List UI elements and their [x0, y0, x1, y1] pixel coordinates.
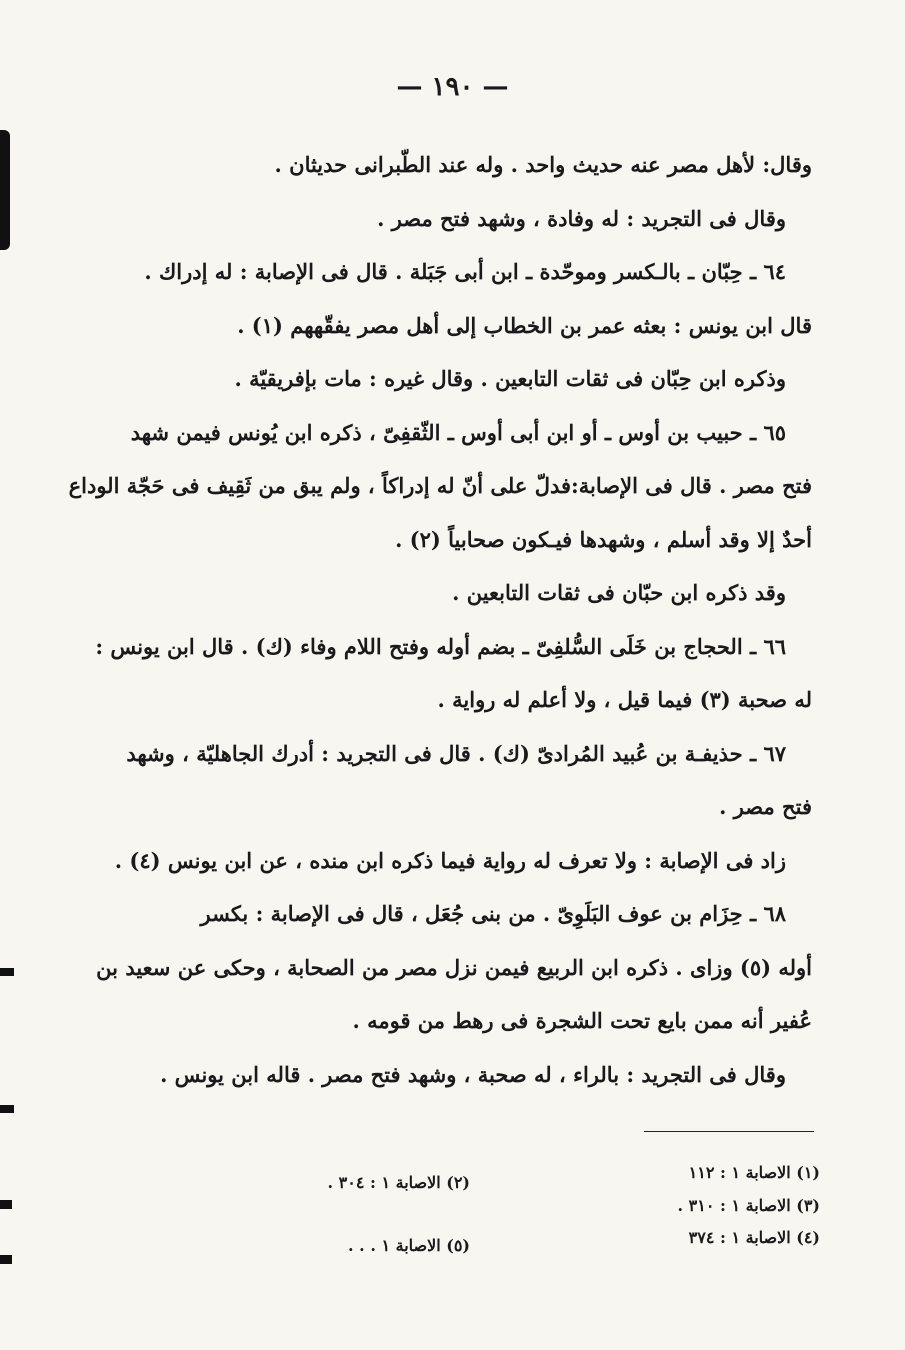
text-line: وذكره ابن حِبّان فى ثقات التابعين . وقال غيره : مات بإفريقيّة .	[234, 366, 786, 391]
text-line: فتح مصر .	[719, 794, 812, 819]
scan-edge-mark	[0, 968, 14, 976]
body-text	[68, 138, 812, 1101]
text-line: ٦٨ ـ حِزَام بن عوف البَلَوِىّ . من بنى جُعَل ، قال فى الإصابة : بكسر	[200, 901, 786, 926]
text-line: فتح مصر . قال فى الإصابة:فدلّ على أنّ له إدراكاً ، ولم يبق من ثَقِيف فى حَجّة الوداع	[68, 473, 812, 498]
text-line: وقال: لأهل مصر عنه حديث واحد . وله عند الطّبرانى حديثان .	[274, 152, 812, 177]
scan-edge-mark	[0, 1200, 12, 1209]
text-line: ٦٦ ـ الحجاج بن خَلَى السُّلفِىّ ـ بضم أوله وفتح اللام وفاء (ك) . قال ابن يونس :	[95, 633, 786, 659]
text-line: له صحبة (٣) فيما قيل ، ولا أعلم له رواية .	[437, 687, 812, 712]
text-line: وقال فى التجريد : له وفادة ، وشهد فتح مصر .	[377, 205, 786, 231]
text-line: ٦٤ ـ حِبّان ـ بالـكسر وموحّدة ـ ابن أبى جَبَلة . قال فى الإصابة : له إدراك .	[144, 259, 786, 284]
scan-edge-mark	[0, 1255, 12, 1264]
text-line: قال ابن يونس : بعثه عمر بن الخطاب إلى أهل مصر يفقّههم (١) .	[237, 312, 812, 338]
page-number: — ١٩٠ —	[396, 72, 509, 102]
footnote-rule	[644, 1131, 814, 1132]
text-line: وقد ذكره ابن حبّان فى ثقات التابعين .	[452, 580, 786, 605]
text-line: ٦٥ ـ حبيب بن أوس ـ أو ابن أبى أوس ـ الثّقفِىّ ، ذكره ابن يُونس فيمن شهد	[130, 419, 786, 445]
text-line: وقال فى التجريد : بالراء ، له صحبة ، وشهد فتح مصر . قاله ابن يونس .	[160, 1061, 786, 1087]
scan-edge-mark	[0, 130, 10, 250]
footnote-5: (٥) الاصابة ١ . . .	[348, 1236, 470, 1255]
footnote-2: (٢) الاصابة ١ : ٣٠٤ .	[327, 1173, 470, 1192]
footnote-4: (٤) الاصابة ١ : ٣٧٤	[688, 1228, 820, 1247]
text-line: ٦٧ ـ حذيفـة بن عُبيد المُرادىّ (ك) . قال فى التجريد : أدرك الجاهليّة ، وشهد	[126, 740, 786, 766]
footnote-1: (١) الاصابة ١ : ١١٢	[688, 1163, 820, 1182]
text-line: أوله (٥) وزاى . ذكره ابن الربيع فيمن نزل مصر من الصحابة ، وحكى عن سعيد بن	[96, 954, 812, 980]
scan-edge-mark	[0, 1105, 14, 1113]
text-line: زاد فى الإصابة : ولا تعرف له رواية فيما ذكره ابن منده ، عن ابن يونس (٤) .	[114, 847, 786, 873]
text-line: أحدٌ إلا وقد أسلم ، وشهدها فيـكون صحابياً (٢) .	[395, 526, 812, 552]
text-line: عُفير أنه ممن بايع تحت الشجرة فى رهط من قومه .	[352, 1008, 812, 1033]
footnote-3: (٣) الاصابة ١ : ٣١٠ .	[677, 1196, 820, 1215]
